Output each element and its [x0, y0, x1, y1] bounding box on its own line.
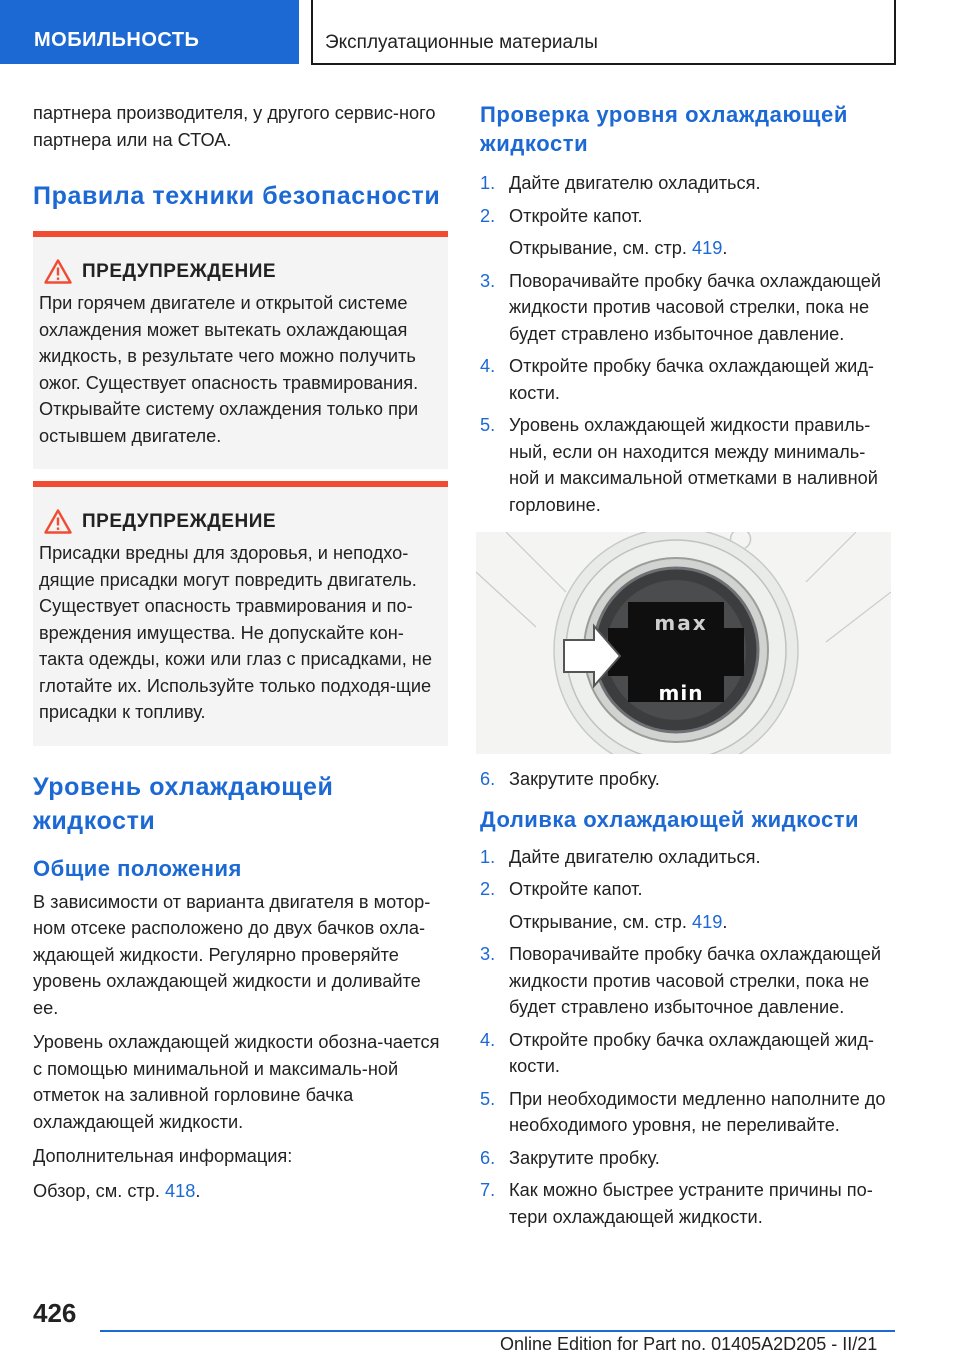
header-border-bottom: [311, 63, 896, 65]
right-column: [480, 100, 895, 1236]
step-text: Откройте капот.: [509, 205, 643, 226]
warning-box-2: [33, 481, 448, 746]
step-number: 4.: [480, 1029, 496, 1050]
step-item: [480, 766, 895, 793]
check-steps-list: [480, 170, 895, 518]
step-number: 5.: [480, 1088, 496, 1109]
coolant-level-heading: Уровень охлаждающей жидкости: [33, 772, 334, 835]
step-item: [480, 876, 895, 935]
general-heading: Общие положения: [33, 855, 242, 881]
step-item: [480, 844, 895, 871]
chapter-title: Эксплуатационные материалы: [325, 32, 598, 53]
step-text: Откройте пробку бачка охлаждающей жид-кости.: [509, 356, 874, 403]
step-item: [480, 1086, 895, 1139]
refill-steps-list: [480, 844, 895, 1231]
step-text: Как можно быстрее устраните причины по-тери охлаждающей жидкости.: [509, 1180, 873, 1227]
warning-box-1: [33, 231, 448, 469]
step-item: [480, 1027, 895, 1080]
intro-paragraph: партнера производителя, у другого сервис-ного партнера или на СТОА.: [33, 103, 436, 150]
section-tab: МОБИЛЬНОСТЬ: [0, 0, 299, 64]
step-reference: Открывание, см. стр. 419.: [509, 238, 728, 258]
step-text: Поворачивайте пробку бачка охлаждающей жидкости против часовой стрелки, пока не будет стравлено избыточное давление.: [509, 270, 882, 344]
left-column: [33, 100, 448, 1204]
step-text: Закрутите пробку.: [509, 769, 660, 789]
step-number: 2.: [480, 205, 496, 226]
step-reference: Открывание, см. стр. 419.: [509, 911, 728, 932]
coolant-cap-illustration: [476, 532, 891, 754]
step-number: 2.: [480, 879, 496, 899]
step-number: 6.: [480, 1147, 496, 1168]
warning-triangle-icon: [44, 509, 72, 534]
step-text: При необходимости медленно наполните до необходимого уровня, не переливайте.: [509, 1088, 886, 1135]
warning-text: Присадки вредны для здоровья, и неподхо-дящие присадки могут повредить двигатель. Существует опасность травмирования и по-вреждения имущества. Не допускайте кон-такта одежды, кожи или глаз с присадками, не глотайте их. Используйте только подходя-щие присадки к топливу.: [39, 543, 432, 722]
step-number: 3.: [480, 270, 496, 291]
step-item: [480, 353, 895, 406]
refill-heading: Доливка охлаждающей жидкости: [480, 806, 860, 832]
step-item: [480, 268, 895, 348]
warning-title: ПРЕДУПРЕЖДЕНИЕ: [82, 510, 277, 532]
step-item: [480, 1177, 895, 1230]
safety-heading: Правила техники безопасности: [33, 182, 441, 210]
check-step-final: [480, 766, 895, 793]
step-text: Поворачивайте пробку бачка охлаждающей жидкости против часовой стрелки, пока не будет стравлено избыточное давление.: [509, 944, 882, 1017]
overview-reference: Обзор, см. стр. 418.: [33, 1180, 201, 1201]
step-item: [480, 1145, 895, 1172]
step-text: Откройте капот.: [509, 879, 643, 899]
warning-header: [39, 509, 440, 534]
step-number: 3.: [480, 944, 496, 964]
step-text: Дайте двигателю охладиться.: [509, 846, 761, 867]
edition-note: Online Edition for Part no. 01405A2D205 - II/21: [500, 1334, 878, 1354]
overview-page-link[interactable]: 418: [164, 1180, 196, 1201]
more-info-label: Дополнительная информация:: [33, 1146, 293, 1166]
step-number: 7.: [480, 1180, 496, 1200]
warning-triangle-icon: [44, 259, 72, 284]
footer-rule: [100, 1330, 895, 1332]
step-item: [480, 941, 895, 1021]
step-item: [480, 170, 895, 197]
page-number: 426: [33, 1298, 77, 1328]
general-paragraph-2: Уровень охлаждающей жидкости обозна-чается с помощью минимальной и максималь-ной отметок на заливной горловине бачка охлаждающей жидкости.: [33, 1032, 440, 1132]
step-number: 6.: [480, 769, 496, 789]
step-number: 1.: [480, 846, 496, 867]
step-number: 4.: [480, 356, 496, 376]
step-text: Дайте двигателю охладиться.: [509, 173, 761, 193]
step-number: 1.: [480, 173, 496, 193]
warning-title: ПРЕДУПРЕЖДЕНИЕ: [82, 260, 277, 282]
warning-text: При горячем двигателе и открытой системе охлаждения может вытекать охлаждающая жидкость, в результате чего можно получить ожог. Существует опасность травмирования. Открывайте систему охлаждения только при остывшем двигателе.: [39, 293, 419, 446]
min-mark: min: [658, 681, 704, 705]
header-border-right: [894, 0, 896, 64]
step-text: Уровень охлаждающей жидкости правиль-ный, если он находится между минималь-ной и максимальной отметками в наливной горловине.: [509, 415, 878, 515]
step-text: Откройте пробку бачка охлаждающей жид-кости.: [509, 1029, 874, 1076]
check-heading: Проверка уровня охлаждающей жидкости: [480, 102, 848, 156]
max-mark: max: [654, 611, 708, 635]
header-divider: [311, 0, 313, 64]
general-paragraph-1: В зависимости от варианта двигателя в мотор-ном отсеке расположено до двух бачков охла-ждающей жидкости. Регулярно проверяйте уровень охлаждающей жидкости и доливайте ее.: [33, 891, 431, 1018]
page-link[interactable]: 419: [691, 911, 723, 932]
warning-header: [39, 259, 440, 284]
page-link[interactable]: 419: [691, 238, 723, 258]
step-item: [480, 203, 895, 262]
step-number: 5.: [480, 415, 496, 435]
step-item: [480, 412, 895, 518]
step-text: Закрутите пробку.: [509, 1147, 660, 1168]
